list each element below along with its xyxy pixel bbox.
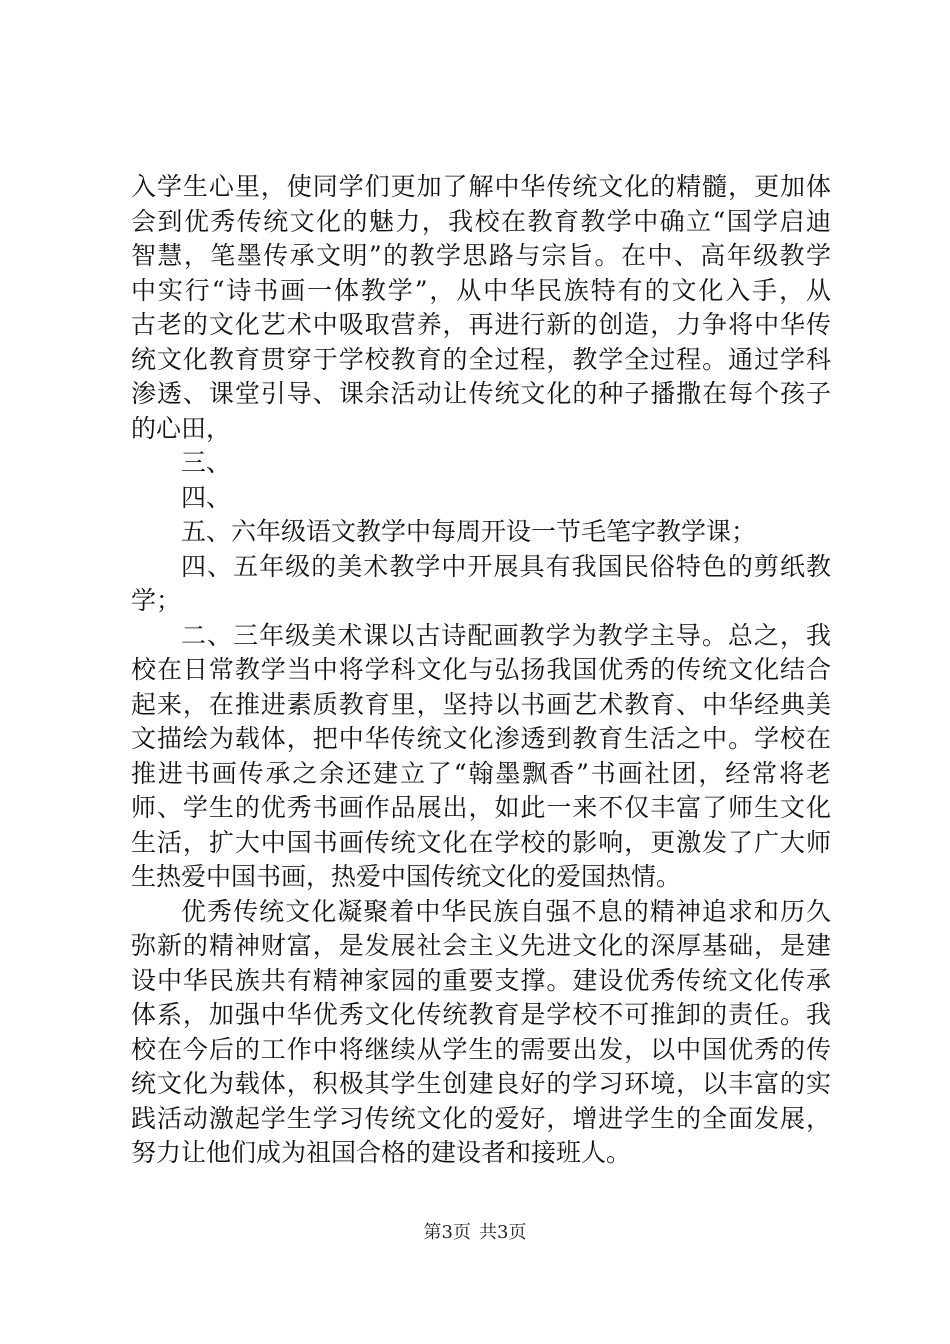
text-line: 推进书画传承之余还建立了“翰墨飘香”书画社团，经常将老 [131, 758, 831, 788]
text-line: 生活，扩大中国书画传统文化在学校的影响，更激发了广大师 [131, 827, 831, 857]
text-line: 体系，加强中华优秀文化传统教育是学校不可推卸的责任。我 [131, 1000, 831, 1029]
page-total: 共3页 [479, 1222, 527, 1243]
text-line: 文描绘为载体，把中华传统文化渗透到教育生活之中。学校在 [131, 724, 831, 753]
text-line: 统文化为载体，积极其学生创建良好的学习环境，以丰富的实 [131, 1069, 831, 1098]
text-line: 校在日常教学当中将学科文化与弘扬我国优秀的传统文化结合 [131, 655, 831, 684]
text-line: 设中华民族共有精神家园的重要支撑。建设优秀传统文化传承 [131, 965, 831, 995]
text-line: 起来，在推进素质教育里，坚持以书画艺术教育、中华经典美 [131, 689, 831, 719]
document-body [131, 170, 831, 1171]
text-line: 入学生心里，使同学们更加了解中华传统文化的精髓，更加体 [131, 172, 831, 201]
text-line: 渗透、课堂引导、课余活动让传统文化的种子播撒在每个孩子 [131, 379, 831, 408]
text-line: 三、 [181, 448, 232, 477]
page-number: 第3页 [423, 1222, 471, 1243]
text-line: 智慧，笔墨传承文明”的教学思路与宗旨。在中、高年级教学 [131, 241, 831, 270]
text-line: 的心田， [131, 413, 232, 443]
text-line: 会到优秀传统文化的魅力，我校在教育教学中确立“国学启迪 [131, 206, 831, 236]
page-footer [0, 1218, 950, 1244]
text-line: 弥新的精神财富，是发展社会主义先进文化的深厚基础，是建 [131, 931, 831, 960]
text-line: 学； [131, 586, 182, 615]
text-line: 四、 [181, 482, 232, 512]
text-line: 统文化教育贯穿于学校教育的全过程，教学全过程。通过学科 [131, 344, 831, 374]
text-line: 努力让他们成为祖国合格的建设者和接班人。 [131, 1138, 632, 1167]
text-line: 五、六年级语文教学中每周开设一节毛笔字教学课； [181, 517, 757, 546]
text-line: 校在今后的工作中将继续从学生的需要出发，以中国优秀的传 [131, 1034, 831, 1064]
text-line: 生热爱中国书画，热爱中国传统文化的爱国热情。 [131, 862, 682, 891]
text-line: 古老的文化艺术中吸取营养，再进行新的创造，力争将中华传 [131, 310, 831, 339]
text-line: 四、五年级的美术教学中开展具有我国民俗特色的剪纸教 [181, 551, 831, 581]
text-line: 师、学生的优秀书画作品展出，如此一来不仅丰富了师生文化 [131, 793, 831, 822]
text-line: 二、三年级美术课以古诗配画教学为教学主导。总之，我 [181, 620, 831, 650]
text-line: 中实行“诗书画一体教学”，从中华民族特有的文化入手，从 [131, 275, 831, 305]
text-line: 践活动激起学生学习传统文化的爱好，增进学生的全面发展， [131, 1103, 831, 1133]
text-line: 优秀传统文化凝聚着中华民族自强不息的精神追求和历久 [181, 896, 831, 926]
